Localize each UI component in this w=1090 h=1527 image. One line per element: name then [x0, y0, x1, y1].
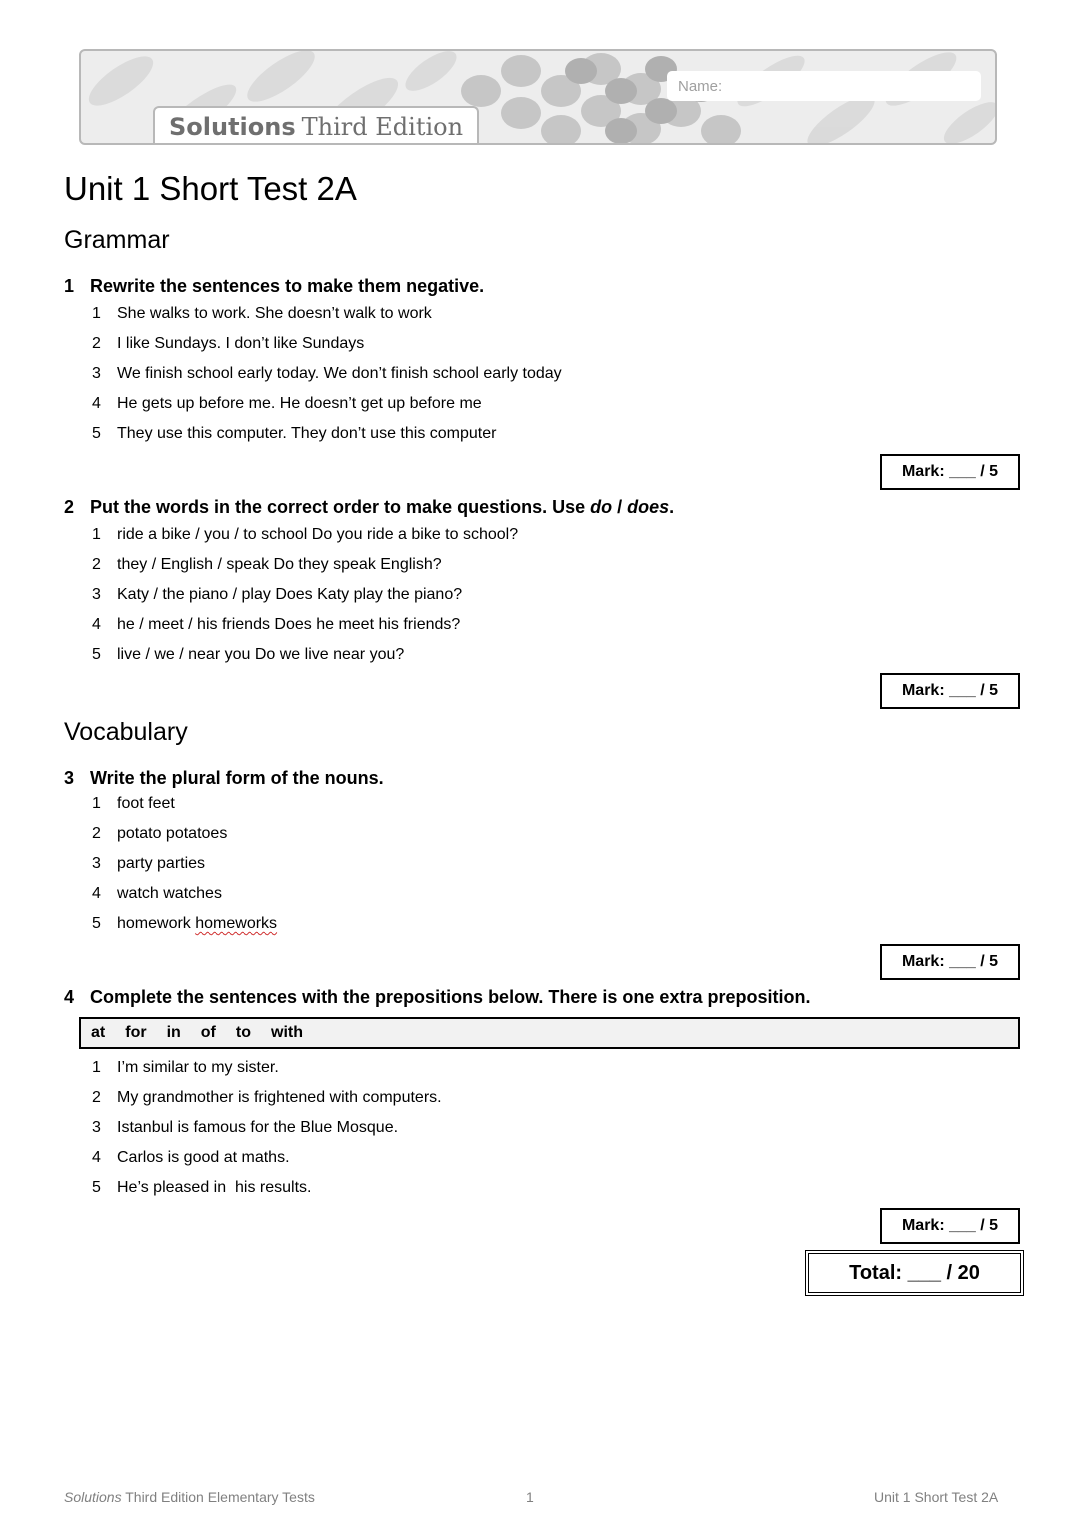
- list-item: [92, 305, 432, 323]
- list-item: [92, 825, 227, 843]
- mark-box-q3: Mark: ___ / 5: [880, 944, 1020, 980]
- question-2-heading: [64, 497, 674, 518]
- item-text: I like Sundays. I don’t like Sundays: [117, 335, 365, 352]
- word-option: to: [235, 1024, 251, 1041]
- question-number: 1: [64, 276, 75, 296]
- item-text: they / English / speak Do they speak English?: [117, 556, 442, 573]
- item-number: 5: [92, 915, 101, 932]
- list-item: [92, 365, 562, 383]
- list-item: [92, 1119, 398, 1137]
- item-number: 1: [92, 305, 101, 322]
- item-number: 1: [92, 1059, 101, 1076]
- list-item: [92, 586, 462, 604]
- item-number: 5: [92, 646, 101, 663]
- total-box: Total: ___ / 20: [805, 1250, 1024, 1296]
- list-item: [92, 556, 442, 574]
- mark-box-q4: Mark: ___ / 5: [880, 1208, 1020, 1244]
- brand-logo: [153, 106, 479, 145]
- question-instruction: Complete the sentences with the prepositions below. There is one extra preposition.: [90, 987, 811, 1007]
- item-number: 4: [92, 885, 101, 902]
- list-item: [92, 425, 496, 443]
- instruction-does: does: [627, 497, 670, 517]
- list-item: [92, 795, 175, 813]
- list-item: [92, 395, 482, 413]
- item-text: I’m similar to my sister.: [117, 1059, 279, 1076]
- name-field[interactable]: [667, 71, 981, 101]
- question-instruction: [90, 497, 674, 518]
- item-number: 5: [92, 425, 101, 442]
- item-text: She walks to work. She doesn’t walk to work: [117, 305, 432, 322]
- item-text: They use this computer. They don’t use this computer: [117, 425, 497, 442]
- item-text: Carlos is good at maths.: [117, 1149, 290, 1166]
- preposition-word-box: [79, 1017, 1020, 1049]
- list-item: [92, 616, 460, 634]
- item-text: live / we / near you Do we live near you?: [117, 646, 405, 663]
- list-item: [92, 855, 205, 873]
- footer-left: [64, 1489, 315, 1505]
- item-number: 4: [92, 1149, 101, 1166]
- item-number: 1: [92, 526, 101, 543]
- word-option: with: [271, 1024, 303, 1041]
- instruction-text: Put the words in the correct order to make questions. Use: [90, 497, 591, 517]
- item-number: 3: [92, 855, 101, 872]
- item-text: Katy / the piano / play Does Katy play the piano?: [117, 586, 463, 603]
- question-instruction: Rewrite the sentences to make them negative.: [90, 276, 485, 296]
- section-vocabulary: Vocabulary: [64, 718, 188, 746]
- item-number: 1: [92, 795, 101, 812]
- instruction-slash: /: [612, 497, 628, 517]
- item-number: 3: [92, 586, 101, 603]
- item-number: 2: [92, 825, 101, 842]
- brand-light: Third Edition: [301, 113, 464, 141]
- word-option: at: [91, 1024, 106, 1041]
- item-text: watch watches: [117, 885, 222, 902]
- brand-bold: Solutions: [169, 113, 296, 141]
- item-text: Istanbul is famous for the Blue Mosque.: [117, 1119, 399, 1136]
- list-item: [92, 526, 518, 544]
- list-item: [92, 885, 222, 903]
- question-number: 3: [64, 768, 75, 788]
- list-item: [92, 1089, 442, 1107]
- item-number: 4: [92, 616, 101, 633]
- item-text: he / meet / his friends Does he meet his friends?: [117, 616, 461, 633]
- header-banner: [79, 49, 997, 145]
- item-number: 3: [92, 365, 101, 382]
- item-number: 2: [92, 556, 101, 573]
- footer-series-rest: Third Edition Elementary Tests: [121, 1489, 315, 1505]
- question-number: 2: [64, 497, 75, 517]
- spellcheck-flagged-word: homeworks: [195, 915, 278, 932]
- list-item: [92, 915, 277, 933]
- item-text: potato potatoes: [117, 825, 228, 842]
- page-title: Unit 1 Short Test 2A: [64, 170, 357, 207]
- word-option: in: [166, 1024, 181, 1041]
- instruction-do: do: [590, 497, 613, 517]
- item-text: He gets up before me. He doesn’t get up before me: [117, 395, 482, 412]
- item-text: foot feet: [117, 795, 175, 812]
- section-grammar: Grammar: [64, 226, 170, 254]
- word-option: for: [125, 1024, 147, 1041]
- item-number: 4: [92, 395, 101, 412]
- item-number: 2: [92, 335, 101, 352]
- item-text: We finish school early today. We don’t finish school early today: [117, 365, 562, 382]
- item-number: 3: [92, 1119, 101, 1136]
- item-text: party parties: [117, 855, 206, 872]
- question-3-heading: [64, 768, 384, 789]
- list-item: [92, 1179, 311, 1197]
- item-text: homework: [117, 915, 196, 932]
- word-option: of: [200, 1024, 216, 1041]
- list-item: [92, 1059, 279, 1077]
- footer-right: Unit 1 Short Test 2A: [874, 1489, 999, 1505]
- question-instruction: Write the plural form of the nouns.: [90, 768, 384, 788]
- list-item: [92, 646, 404, 664]
- footer-series-title: Solutions: [64, 1489, 122, 1505]
- item-number: 2: [92, 1089, 101, 1106]
- list-item: [92, 335, 364, 353]
- page-number: 1: [526, 1489, 534, 1505]
- item-text: He’s pleased in his results.: [117, 1179, 312, 1196]
- mark-box-q2: Mark: ___ / 5: [880, 673, 1020, 709]
- instruction-end: .: [669, 497, 675, 517]
- name-label: Name:: [678, 77, 723, 95]
- item-text: ride a bike / you / to school Do you ride a bike to school?: [117, 526, 519, 543]
- question-1-heading: [64, 276, 484, 297]
- list-item: [92, 1149, 290, 1167]
- item-number: 5: [92, 1179, 101, 1196]
- question-4-heading: [64, 987, 810, 1008]
- question-number: 4: [64, 987, 75, 1007]
- item-text: My grandmother is frightened with computers.: [117, 1089, 442, 1106]
- mark-box-q1: Mark: ___ / 5: [880, 454, 1020, 490]
